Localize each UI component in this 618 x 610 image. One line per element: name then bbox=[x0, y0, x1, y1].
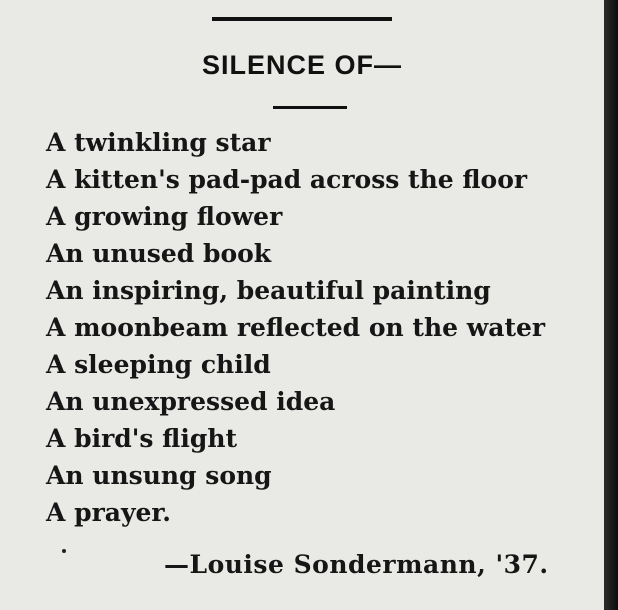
poem-line: An unsung song bbox=[46, 461, 272, 490]
poem-line: A growing flower bbox=[46, 202, 283, 231]
poem-line: A kitten's pad-pad across the floor bbox=[46, 165, 528, 194]
poem-line: An unexpressed idea bbox=[46, 387, 336, 416]
poem-line: A twinkling star bbox=[46, 128, 271, 157]
poem-lines bbox=[46, 124, 545, 531]
poem-line: A moonbeam reflected on the water bbox=[46, 313, 546, 342]
page-edge bbox=[604, 0, 618, 610]
title-rule bbox=[273, 106, 347, 109]
top-rule bbox=[212, 17, 392, 21]
poem-line: A bird's flight bbox=[46, 424, 238, 453]
poem-attribution: —Louise Sondermann, '37. bbox=[164, 550, 549, 579]
poem-title: SILENCE OF— bbox=[201, 50, 402, 80]
poem-line: An inspiring, beautiful painting bbox=[46, 276, 491, 305]
poem-line: An unused book bbox=[46, 239, 272, 268]
poem-line: A sleeping child bbox=[46, 350, 271, 379]
print-speck bbox=[62, 549, 66, 553]
poem-line: A prayer. bbox=[46, 498, 171, 527]
